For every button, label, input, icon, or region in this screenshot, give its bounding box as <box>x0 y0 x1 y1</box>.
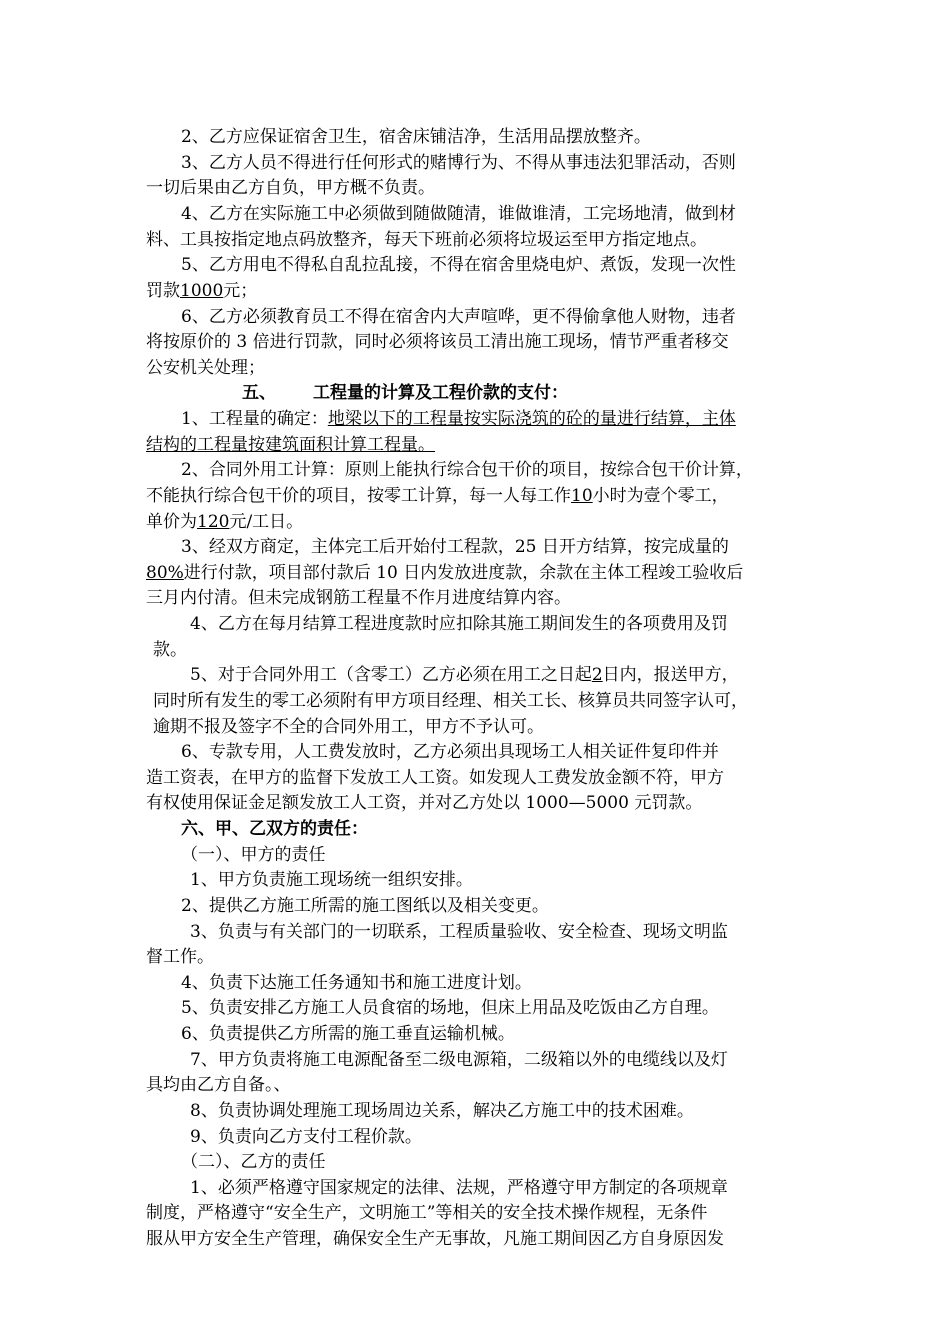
text-line: 4、乙方在每月结算工程进度款时应扣除其施工期间发生的各项费用及罚 <box>190 614 728 634</box>
text-line: 6、乙方必须教育员工不得在宿舍内大声喧哗，更不得偷拿他人财物，违者 <box>181 307 736 327</box>
text-line: 9、负责向乙方支付工程价款。 <box>190 1127 422 1147</box>
text-line: 5、乙方用电不得私自乱拉乱接，不得在宿舍里烧电炉、煮饭，发现一次性 <box>181 255 736 275</box>
text-line: 8、负责协调处理施工现场周边关系，解决乙方施工中的技术困难。 <box>190 1101 694 1121</box>
text-line: 3、经双方商定，主体完工后开始付工程款，25 日开方结算，按完成量的 <box>181 537 729 557</box>
text-line: 督工作。 <box>146 947 214 967</box>
subsection-heading: （二）、乙方的责任 <box>181 1152 326 1172</box>
text-line: 将按原价的 3 倍进行罚款，同时必须将该员工清出施工现场，情节严重者移交 <box>146 332 729 352</box>
text-line: 6、专款专用，人工费发放时，乙方必须出具现场工人相关证件复印件并 <box>181 742 719 762</box>
text-line: 不能执行综合包干价的项目，按零工计算，每一人每工作10小时为壹个零工， <box>146 486 729 506</box>
text-line: 料、工具按指定地点码放整齐，每天下班前必须将垃圾运至甲方指定地点。 <box>146 230 707 250</box>
text-line: 6、负责提供乙方所需的施工垂直运输机械。 <box>181 1024 515 1044</box>
text-line: 4、负责下达施工任务通知书和施工进度计划。 <box>181 973 532 993</box>
subsection-heading: （一）、甲方的责任 <box>181 845 326 865</box>
text-line: 5、负责安排乙方施工人员食宿的场地，但床上用品及吃饭由乙方自理。 <box>181 998 719 1018</box>
text-line: 造工资表，在甲方的监督下发放工人工资。如发现人工费发放金额不符，甲方 <box>146 768 724 788</box>
text-line: 2、合同外用工计算：原则上能执行综合包干价的项目，按综合包干价计算， <box>181 460 753 480</box>
text-line: 具均由乙方自备。、 <box>146 1075 291 1095</box>
text-line: 3、负责与有关部门的一切联系，工程质量验收、安全检查、现场文明监 <box>190 922 728 942</box>
text-line: 1、工程量的确定：地梁以下的工程量按实际浇筑的砼的量进行结算，主体 <box>181 409 736 429</box>
text-line: 7、甲方负责将施工电源配备至二级电源箱，二级箱以外的电缆线以及灯 <box>190 1050 728 1070</box>
text-line: 1、必须严格遵守国家规定的法律、法规，严格遵守甲方制定的各项规章 <box>190 1178 728 1198</box>
section-5-heading: 工程量的计算及工程价款的支付： <box>313 383 568 403</box>
text-line: 单价为120元/工日。 <box>146 512 304 532</box>
text-line: 一切后果由乙方自负，甲方概不负责。 <box>146 178 435 198</box>
text-line: 服从甲方安全生产管理，确保安全生产无事故，凡施工期间因乙方自身原因发 <box>146 1229 724 1249</box>
section-6-heading: 六、甲、乙双方的责任： <box>181 819 368 839</box>
text-line: 制度，严格遵守“安全生产，文明施工”等相关的安全技术操作规程，无条件 <box>146 1203 708 1223</box>
text-line: 4、乙方在实际施工中必须做到随做随清，谁做谁清，工完场地清，做到材 <box>181 204 736 224</box>
text-line: 1、甲方负责施工现场统一组织安排。 <box>190 870 473 890</box>
text-line: 5、对于合同外用工（含零工）乙方必须在用工之日起2日内，报送甲方， <box>190 665 739 685</box>
text-line: 80%进行付款，项目部付款后 10 日内发放进度款，余款在主体工程竣工验收后 <box>146 563 744 583</box>
text-line: 2、提供乙方施工所需的施工图纸以及相关变更。 <box>181 896 549 916</box>
section-5-number: 五、 <box>242 383 276 403</box>
text-line: 罚款1000元； <box>146 281 258 301</box>
text-line: 3、乙方人员不得进行任何形式的赌博行为、不得从事违法犯罪活动，否则 <box>181 153 736 173</box>
text-line: 结构的工程量按建筑面积计算工程量。 <box>146 435 435 455</box>
text-line: 三月内付清。但未完成钢筋工程量不作月进度结算内容。 <box>146 588 571 608</box>
text-line: 公安机关处理； <box>146 358 265 378</box>
text-line: 同时所有发生的零工必须附有甲方项目经理、相关工长、核算员共同签字认可， <box>153 691 748 711</box>
text-line: 逾期不报及签字不全的合同外用工，甲方不予认可。 <box>153 717 544 737</box>
text-line: 2、乙方应保证宿舍卫生，宿舍床铺洁净，生活用品摆放整齐。 <box>181 127 651 147</box>
text-line: 有权使用保证金足额发放工人工资，并对乙方处以 1000—5000 元罚款。 <box>146 793 703 813</box>
text-line: 款。 <box>153 640 187 660</box>
